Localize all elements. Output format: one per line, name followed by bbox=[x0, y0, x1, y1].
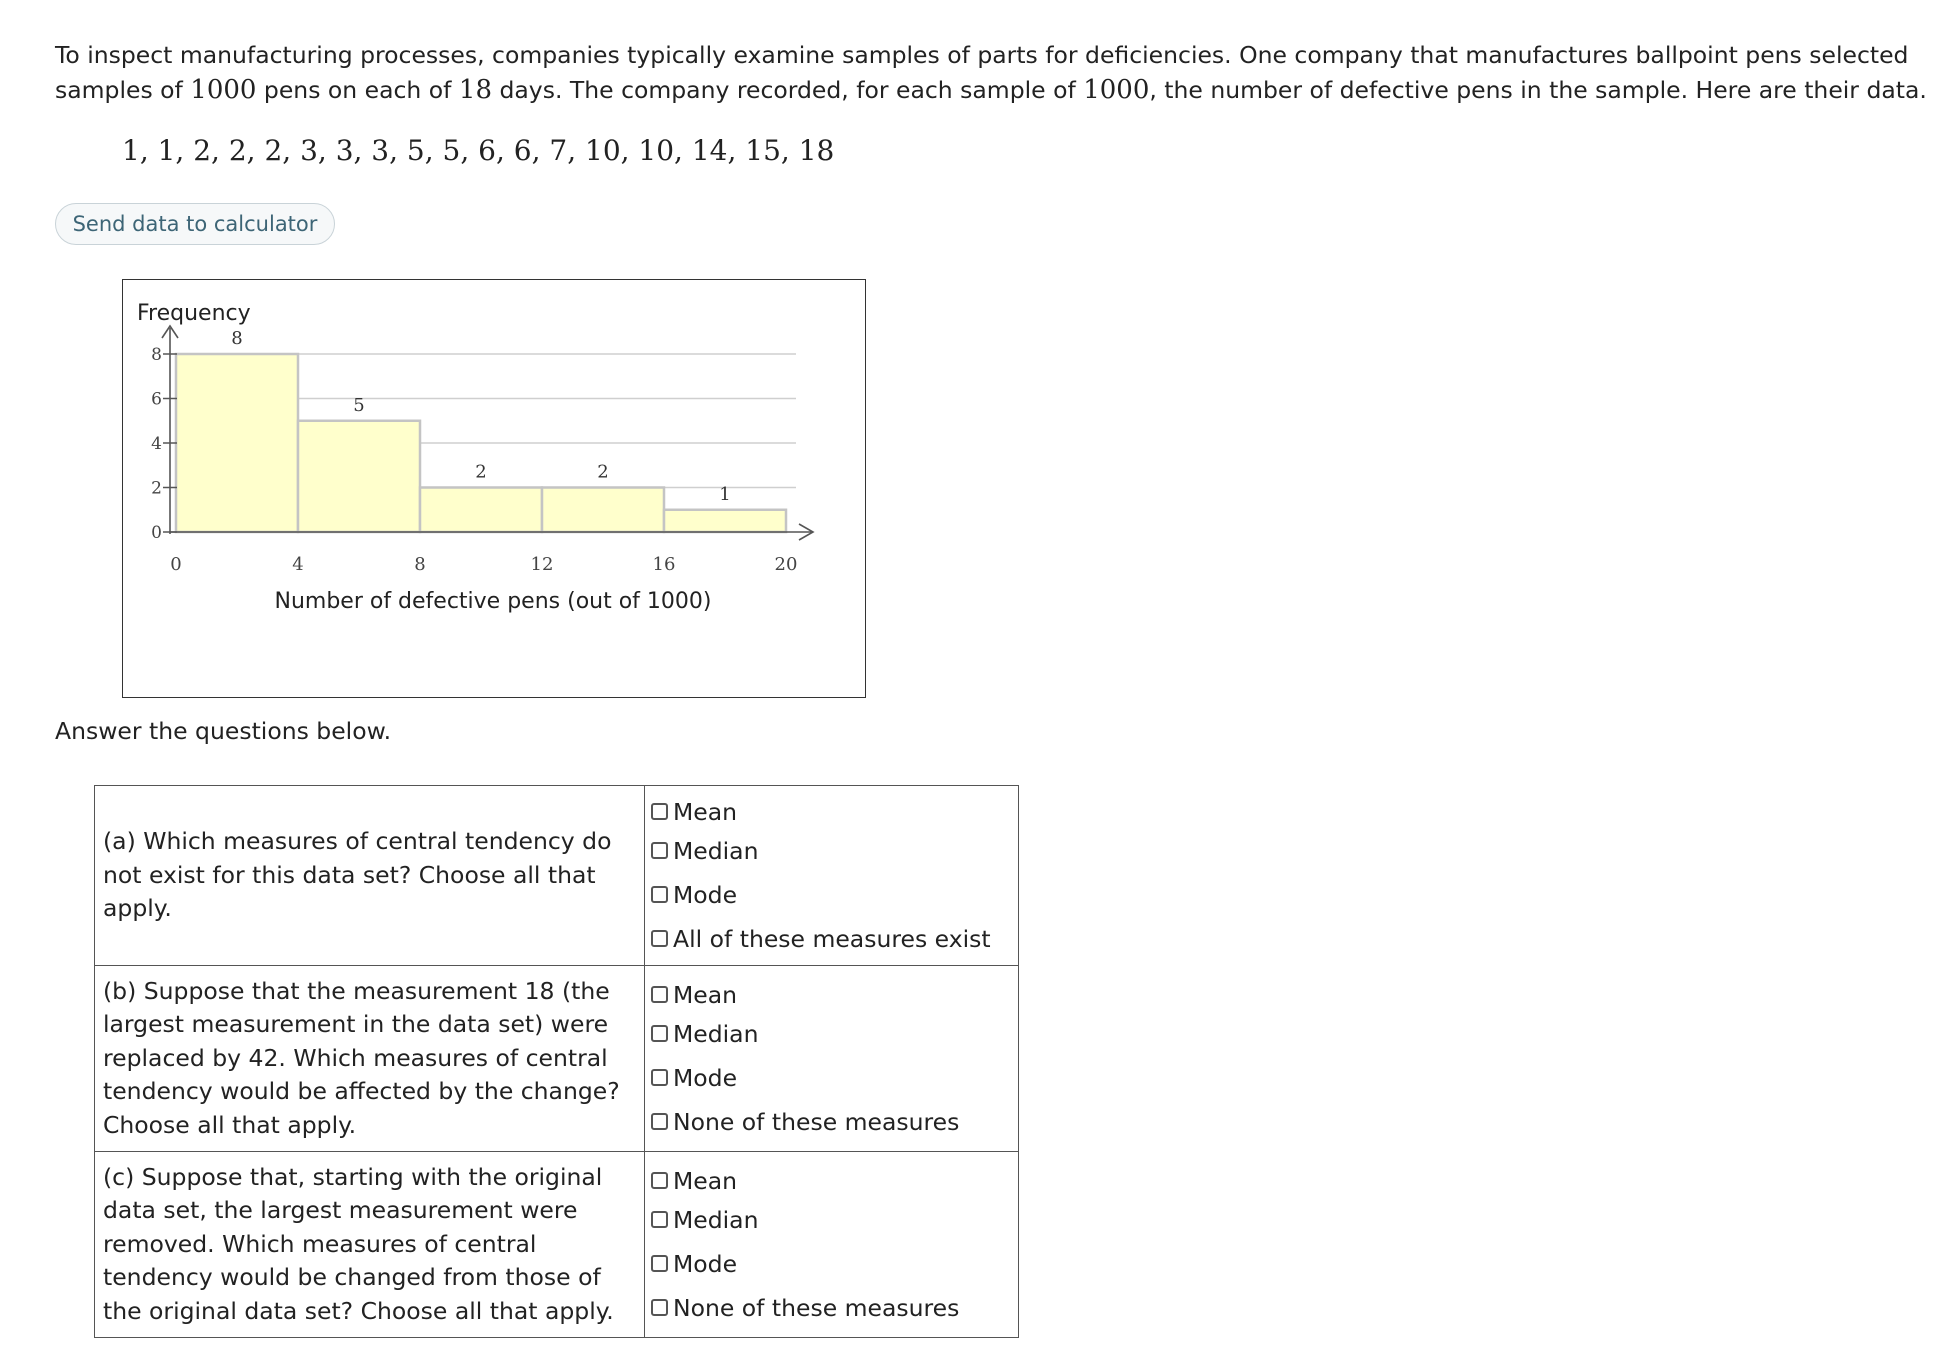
bar-data-label-3: 2 bbox=[597, 461, 609, 483]
histogram-svg bbox=[123, 280, 867, 699]
sample-size: 1000 bbox=[190, 75, 257, 105]
checkbox-a-mode[interactable] bbox=[651, 886, 668, 903]
option-label: Mean bbox=[673, 1166, 738, 1195]
y-axis-title: Frequency bbox=[137, 301, 251, 326]
histogram-chart bbox=[122, 279, 866, 698]
checkbox-c-median[interactable] bbox=[651, 1211, 668, 1228]
x-tick-label-20: 20 bbox=[774, 554, 798, 575]
options-b bbox=[645, 966, 1019, 1152]
x-tick-label-8: 8 bbox=[414, 554, 426, 575]
option-a-median[interactable] bbox=[651, 829, 1018, 873]
histogram-bar-2 bbox=[420, 488, 542, 533]
option-a-mode[interactable] bbox=[651, 873, 1018, 917]
number-of-days: 18 bbox=[458, 75, 493, 105]
option-label: Mean bbox=[673, 980, 738, 1009]
x-tick-label-16: 16 bbox=[652, 554, 676, 575]
intro-text-3: days. The company recorded, for each sample of bbox=[492, 76, 1084, 104]
problem-statement bbox=[55, 38, 1935, 108]
option-label: Mean bbox=[673, 797, 738, 826]
bar-data-label-2: 2 bbox=[475, 461, 487, 483]
question-row-a bbox=[95, 786, 1019, 966]
histogram-bar-1 bbox=[298, 421, 420, 532]
checkbox-b-mean[interactable] bbox=[651, 986, 668, 1003]
bar-data-label-0: 8 bbox=[231, 328, 243, 349]
option-label: Mode bbox=[673, 1063, 738, 1092]
checkbox-b-none-of-these-measures[interactable] bbox=[651, 1113, 668, 1130]
data-values: 1, 1, 2, 2, 2, 3, 3, 3, 5, 5, 6, 6, 7, 10, 10, 14, 15, 18 bbox=[122, 134, 835, 167]
question-row-c bbox=[95, 1152, 1019, 1338]
option-label: Median bbox=[673, 1019, 759, 1048]
y-tick-label-4: 4 bbox=[151, 434, 162, 454]
option-label: All of these measures exist bbox=[673, 924, 991, 953]
question-text-c: (c) Suppose that, starting with the original data set, the largest measurement were removed. Which measures of central tendency would be changed from those of the original data set? Choose all that apply. bbox=[95, 1152, 645, 1338]
answer-prompt: Answer the questions below. bbox=[55, 717, 392, 745]
checkbox-c-none-of-these-measures[interactable] bbox=[651, 1299, 668, 1316]
option-label: Mode bbox=[673, 1249, 738, 1278]
x-tick-label-4: 4 bbox=[292, 554, 304, 575]
option-label: None of these measures bbox=[673, 1107, 960, 1136]
intro-text-4: , the number of defective pens in the sample. Here are their data. bbox=[1149, 76, 1927, 104]
option-label: None of these measures bbox=[673, 1293, 960, 1322]
histogram-bar-0 bbox=[176, 354, 298, 532]
y-tick-label-0: 0 bbox=[151, 523, 162, 543]
question-text-b: (b) Suppose that the measurement 18 (the largest measurement in the data set) were replaced by 42. Which measures of central tendency would be affected by the change? Choose all that apply. bbox=[95, 966, 645, 1152]
sample-size-repeat: 1000 bbox=[1083, 75, 1150, 105]
options-a bbox=[645, 786, 1019, 966]
y-tick-label-2: 2 bbox=[151, 478, 162, 499]
checkbox-c-mean[interactable] bbox=[651, 1172, 668, 1189]
checkbox-b-median[interactable] bbox=[651, 1025, 668, 1042]
option-c-mode[interactable] bbox=[651, 1242, 1018, 1286]
bar-data-label-4: 1 bbox=[719, 483, 731, 505]
questions-table bbox=[94, 785, 1019, 1338]
question-row-b bbox=[95, 966, 1019, 1152]
send-data-to-calculator-button[interactable]: Send data to calculator bbox=[55, 203, 335, 245]
option-c-median[interactable] bbox=[651, 1198, 1018, 1242]
intro-text-1: To inspect manufacturing processes, companies typically examine samples of parts for deficiencies. One company that manufactures ballpoint pens selected samples of bbox=[55, 41, 1909, 104]
options-c bbox=[645, 1152, 1019, 1338]
histogram-bar-3 bbox=[542, 488, 664, 533]
x-tick-label-12: 12 bbox=[530, 554, 554, 575]
x-axis-title: Number of defective pens (out of 1000) bbox=[274, 589, 712, 614]
y-tick-label-8: 8 bbox=[151, 345, 162, 365]
x-tick-label-0: 0 bbox=[170, 554, 182, 575]
bar-data-label-1: 5 bbox=[353, 394, 365, 416]
option-a-mean[interactable] bbox=[651, 795, 1018, 829]
option-c-none-of-these-measures[interactable] bbox=[651, 1286, 1018, 1330]
y-tick-label-6: 6 bbox=[151, 389, 162, 410]
question-text-a: (a) Which measures of central tendency do not exist for this data set? Choose all that apply. bbox=[95, 786, 645, 966]
option-label: Mode bbox=[673, 880, 738, 909]
option-a-all-of-these-measures-exist[interactable] bbox=[651, 917, 1018, 961]
option-b-mean[interactable] bbox=[651, 978, 1018, 1012]
checkbox-a-median[interactable] bbox=[651, 842, 668, 859]
checkbox-b-mode[interactable] bbox=[651, 1069, 668, 1086]
option-b-mode[interactable] bbox=[651, 1056, 1018, 1100]
checkbox-a-all-of-these-measures-exist[interactable] bbox=[651, 930, 668, 947]
option-c-mean[interactable] bbox=[651, 1164, 1018, 1198]
histogram-bar-4 bbox=[664, 510, 786, 532]
checkbox-a-mean[interactable] bbox=[651, 803, 668, 820]
option-b-median[interactable] bbox=[651, 1012, 1018, 1056]
option-label: Median bbox=[673, 1205, 759, 1234]
checkbox-c-mode[interactable] bbox=[651, 1255, 668, 1272]
option-label: Median bbox=[673, 836, 759, 865]
option-b-none-of-these-measures[interactable] bbox=[651, 1100, 1018, 1144]
intro-text-2: pens on each of bbox=[256, 76, 459, 104]
